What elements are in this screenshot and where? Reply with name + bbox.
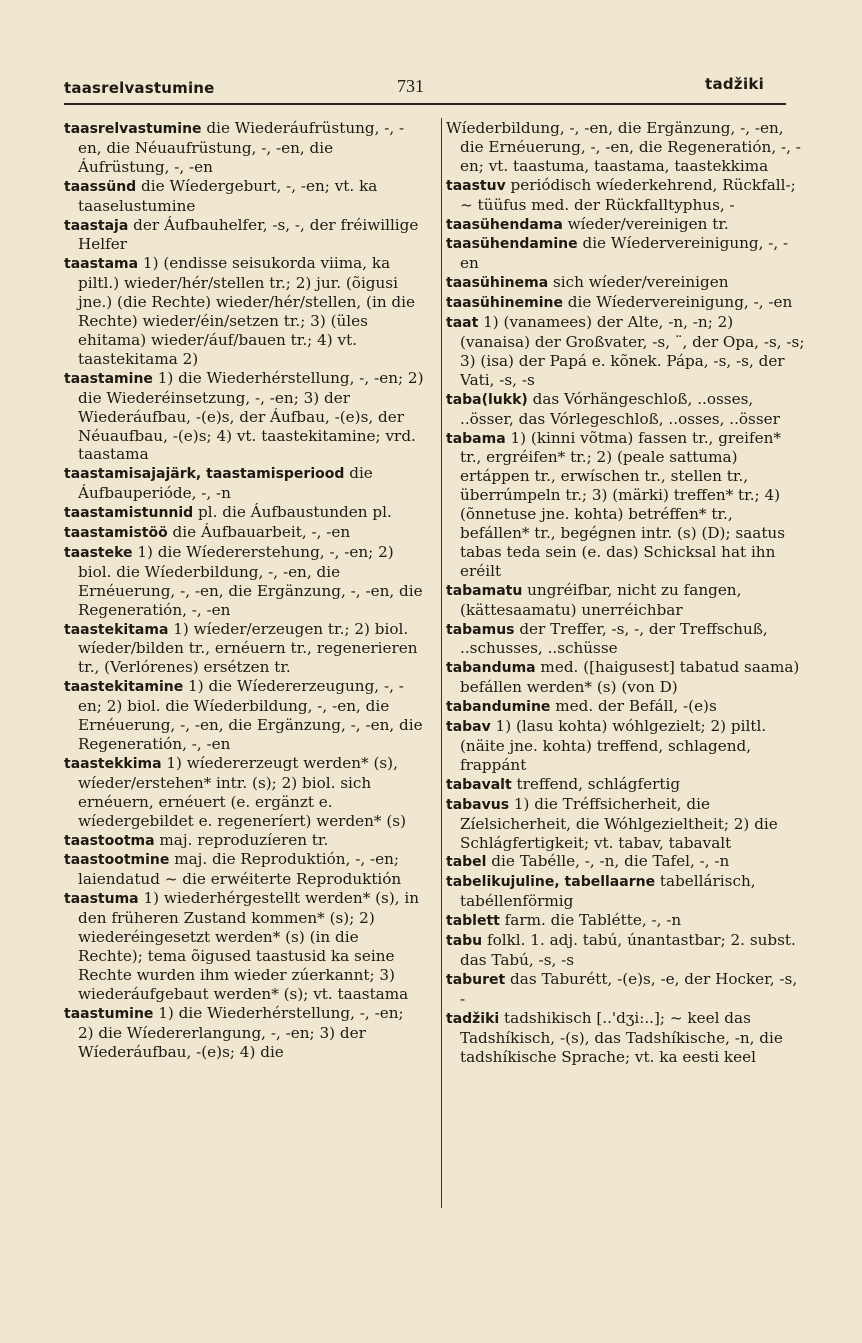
- dictionary-entry: [446, 795, 806, 853]
- right-column: [446, 119, 806, 1066]
- entry-headword: tabavus: [446, 796, 510, 813]
- entry-headword: taassünd: [64, 178, 137, 195]
- entry-headword: tabav: [446, 719, 491, 736]
- entry-headword: taastootma: [64, 832, 155, 849]
- entry-definition: der Treffer, -s, -, der Treffschuß, ..schusses, ..schüsse: [460, 619, 768, 658]
- entry-definition: treffend, schlágfertig: [511, 774, 681, 793]
- entry-definition: 1) die Tréffsicherheit, die Zíelsicherheit, die Wóhlgezieltheit; 2) die Schlágfertigkeit; vt. tabav, tabavalt: [460, 794, 778, 852]
- left-guide-word: taasrelvastumine: [64, 79, 215, 97]
- dictionary-entry: [64, 216, 424, 255]
- entry-definition: 1) (lasu kohta) wóhlgezielt; 2) piltl. (näite jne. kohta) treffend, schlagend, frappánt: [460, 717, 767, 774]
- entry-definition: 1) die Wiederhérstellung, -, -en; 2) die Wiederéinsetzung, -, -en; 3) der Wiederáufbau, -(e)s, der Áufbau, -(e)s, der Néuaufbau, -(e)s; 4) vt. taastekitamine; vrd. taastama: [78, 368, 424, 464]
- entry-headword: taastuma: [64, 891, 139, 908]
- entry-headword: taba(lukk): [446, 391, 528, 408]
- entry-definition: die Áufbauperióde, -, -n: [78, 464, 373, 503]
- entry-definition: wíeder/vereinigen tr.: [562, 214, 729, 233]
- entry-definition: ungréifbar, nicht zu fangen, (kättesaamatu) unerréichbar: [460, 580, 742, 619]
- entry-headword: tabavalt: [446, 776, 512, 793]
- dictionary-entry: [64, 620, 424, 678]
- entry-definition: farm. die Tablétte, -, -n: [499, 911, 682, 930]
- entry-definition: 1) wíedererzeugt werden* (s), wíeder/erstehen* intr. (s); 2) biol. sich ernéuern, ernéuert (e. ergänzt e. wíedergebildet e. regeneríert) werden* (s): [78, 753, 406, 830]
- entry-definition: maj. reproduzíeren tr.: [154, 830, 329, 849]
- entry-headword: taasteke: [64, 544, 133, 561]
- dictionary-entry: [446, 620, 806, 659]
- entry-definition: 1) die Wíedererstehung, -, -en; 2) biol. die Wíederbildung, -, -en, die Ernéuerung, -, -en, die Ergänzung, -, -en, die Regeneratión, -, -en: [78, 542, 423, 619]
- dictionary-entry: [64, 177, 424, 216]
- dictionary-entry: [446, 775, 806, 795]
- dictionary-entry: [446, 176, 806, 215]
- dictionary-entry: [64, 369, 424, 465]
- entry-headword: taastamistunnid: [64, 505, 194, 522]
- entry-definition: die Wíedervereinigung, -, -en: [460, 234, 789, 273]
- dictionary-entry: [446, 234, 806, 273]
- header-rule: [64, 103, 786, 105]
- entry-headword: tabanduma: [446, 660, 536, 677]
- entry-definition: die Tabélle, -, -n, die Tafel, -, -n: [486, 852, 730, 871]
- entry-headword: taastama: [64, 256, 139, 273]
- dictionary-entry: [446, 313, 806, 390]
- entry-definition: 1) (endisse seisukorda viima, ka piltl.) wieder/hér/stellen tr.; 2) jur. (õigusi jne.) (die Rechte) wieder/hér/stellen, (in die Rechte) wieder/éin/setzen tr.; 3) (üles ehitama) wieder/áuf/bauen tr.; 4) vt. taastekitama 2): [78, 254, 415, 368]
- dictionary-entry: [446, 911, 806, 931]
- entry-headword: taat: [446, 315, 479, 332]
- entry-headword: taastamistöö: [64, 525, 168, 542]
- entry-headword: taastekitama: [64, 621, 169, 638]
- entry-definition: maj. die Reproduktión, -, -en; laiendatud ~ die erwéiterte Reproduktión: [78, 850, 402, 889]
- entry-definition: 1) die Wíedererzeugung, -, -en; 2) biol. die Wíederbildung, -, -en, die Ernéuerung, -, -en, die Ergänzung, -, -en, die Regeneratión, -, -en: [78, 677, 423, 753]
- entry-definition: med. der Befáll, -(e)s: [550, 697, 717, 716]
- entry-headword: tabandumine: [446, 699, 551, 716]
- entry-definition: 1) wiederhérgestellt werden* (s), in den früheren Zustand kommen* (s); 2) wiederéingesetzt werden* (s) (in die Rechte); tema õigused taastusid ka seine Rechte wurden ihm wieder zúerkannt; 3) wiederáufgebaut werden* (s); vt. taastama: [78, 889, 420, 1003]
- entry-definition: periódisch wíederkehrend, Rückfall-; ~ tüüfus med. der Rückfalltyphus, -: [460, 175, 796, 214]
- entry-headword: taasrelvastumine: [64, 121, 202, 137]
- entry-definition: 1) die Wiederhérstellung, -, -en; 2) die Wíedererlangung, -, -en; 3) der Wíederáufbau, -(e)s; 4) die: [78, 1003, 404, 1061]
- dictionary-entry: [64, 543, 424, 620]
- entry-definition: sich wíeder/vereinigen: [548, 273, 729, 292]
- dictionary-entry: [446, 119, 806, 176]
- entry-definition: tabellárisch, tabéllenförmig: [460, 872, 756, 911]
- entry-definition: der Áufbauhelfer, -s, -, der fréiwillige Helfer: [78, 215, 419, 254]
- entry-headword: taasühendama: [446, 216, 563, 233]
- entry-headword: tablett: [446, 913, 500, 930]
- dictionary-entry: [446, 658, 806, 697]
- dictionary-entry: [446, 697, 806, 717]
- dictionary-entry: [64, 850, 424, 889]
- entry-definition: Wíederbildung, -, -en, die Ergänzung, -, -en, die Ernéuerung, -, -en, die Regeneratión, -, -en; vt. taastuma, taastama, taastekkima: [446, 119, 801, 175]
- entry-definition: die Wíedergeburt, -, -en; vt. ka taaselustumine: [78, 176, 378, 215]
- column-divider: [441, 118, 442, 1208]
- entry-headword: tabel: [446, 854, 487, 871]
- entry-definition: tadshikisch [..'dʒi:..]; ~ keel das Tadshíkisch, -(s), das Tadshíkische, -n, die tadshíkische Sprache; vt. ka eesti keel: [460, 1008, 783, 1066]
- entry-headword: taastaja: [64, 217, 129, 234]
- entry-definition: med. ([haigusest] tabatud saama) befállen werden* (s) (von D): [460, 658, 800, 697]
- entry-definition: 1) (kinni võtma) fassen tr., greifen* tr., ergréifen* tr.; 2) (peale sattuma) ertáppen tr., erwíschen tr., stellen tr., überrúmpeln tr.; 3) (märki) treffen* tr.; 4) (õnnetuse jne. kohta) betréffen* tr., befállen* tr., begégnen intr. (s) (D); saatus tabas teda sein (e. das) Schicksal hat ihn eréilt: [460, 428, 786, 580]
- entry-definition: pl. die Áufbaustunden pl.: [193, 503, 392, 522]
- page-number: 731: [397, 76, 424, 96]
- entry-headword: taasühinema: [446, 275, 549, 292]
- entry-definition: das Vórhängeschloß, ..osses, ..össer, das Vórlegeschloß, ..osses, ..össer: [460, 389, 780, 428]
- entry-headword: tabu: [446, 933, 483, 950]
- dictionary-entry: [64, 119, 424, 177]
- dictionary-entry: [64, 523, 424, 543]
- entry-definition: das Taburétt, -(e)s, -e, der Hocker, -s, -: [460, 969, 798, 1008]
- dictionary-entry: [64, 889, 424, 1003]
- entry-definition: 1) (vanamees) der Alte, -n, -n; 2) (vanaisa) der Großvater, -s, ¨, der Opa, -s, -s; 3) (isa) der Papá e. kõnek. Pápa, -s, -s, der Vati, -s, -s: [460, 313, 805, 389]
- dictionary-entry: [446, 273, 806, 293]
- left-column: [64, 119, 424, 1061]
- entry-definition: die Wiederáufrüstung, -, -en, die Néuaufrüstung, -, -en, die Áufrüstung, -, -en: [78, 119, 405, 176]
- dictionary-entry: [446, 390, 806, 429]
- entry-headword: taasühendamine: [446, 236, 578, 253]
- dictionary-entry: [64, 677, 424, 754]
- dictionary-entry: [446, 581, 806, 620]
- entry-headword: taburet: [446, 971, 506, 988]
- entry-headword: taastekitamine: [64, 679, 184, 696]
- entry-headword: tabamus: [446, 621, 515, 638]
- dictionary-entry: [446, 429, 806, 581]
- dictionary-entry: [64, 754, 424, 831]
- entry-definition: 1) wíeder/erzeugen tr.; 2) biol. wíeder/bilden tr., ernéuern tr., regenerieren tr., (Verlórenes) ersétzen tr.: [78, 619, 418, 677]
- dictionary-entry: [446, 717, 806, 775]
- dictionary-entry: [446, 852, 806, 872]
- dictionary-entry: [64, 1004, 424, 1062]
- entry-headword: tabama: [446, 430, 506, 447]
- right-guide-word: tadžiki: [705, 75, 765, 93]
- dictionary-entry: [446, 215, 806, 235]
- dictionary-entry: [446, 293, 806, 313]
- entry-headword: taastamine: [64, 370, 153, 387]
- dictionary-entry: [64, 254, 424, 368]
- entry-headword: tadžiki: [446, 1010, 500, 1027]
- entry-headword: taastuv: [446, 177, 506, 194]
- entry-headword: taastootmine: [64, 852, 170, 869]
- dictionary-entry: [446, 970, 806, 1009]
- dictionary-entry: [446, 872, 806, 911]
- entry-definition: die Wíedervereinigung, -, -en: [562, 293, 793, 312]
- dictionary-entry: [64, 503, 424, 523]
- entry-definition: folkl. 1. adj. tabú, únantastbar; 2. subst. das Tabú, -s, -s: [460, 931, 796, 969]
- dictionary-entry: [64, 831, 424, 851]
- entry-headword: tabamatu: [446, 582, 523, 599]
- dictionary-entry: [446, 931, 806, 970]
- entry-headword: taastamisajajärk, taastamisperiood: [64, 466, 345, 483]
- entry-headword: taastumine: [64, 1005, 154, 1022]
- dictionary-entry: [446, 1009, 806, 1067]
- entry-headword: taastekkima: [64, 755, 162, 772]
- entry-headword: tabelikujuline, tabellaarne: [446, 874, 656, 891]
- entry-definition: die Áufbauarbeit, -, -en: [167, 523, 351, 542]
- dictionary-entry: [64, 464, 424, 503]
- entry-headword: taasühinemine: [446, 295, 563, 312]
